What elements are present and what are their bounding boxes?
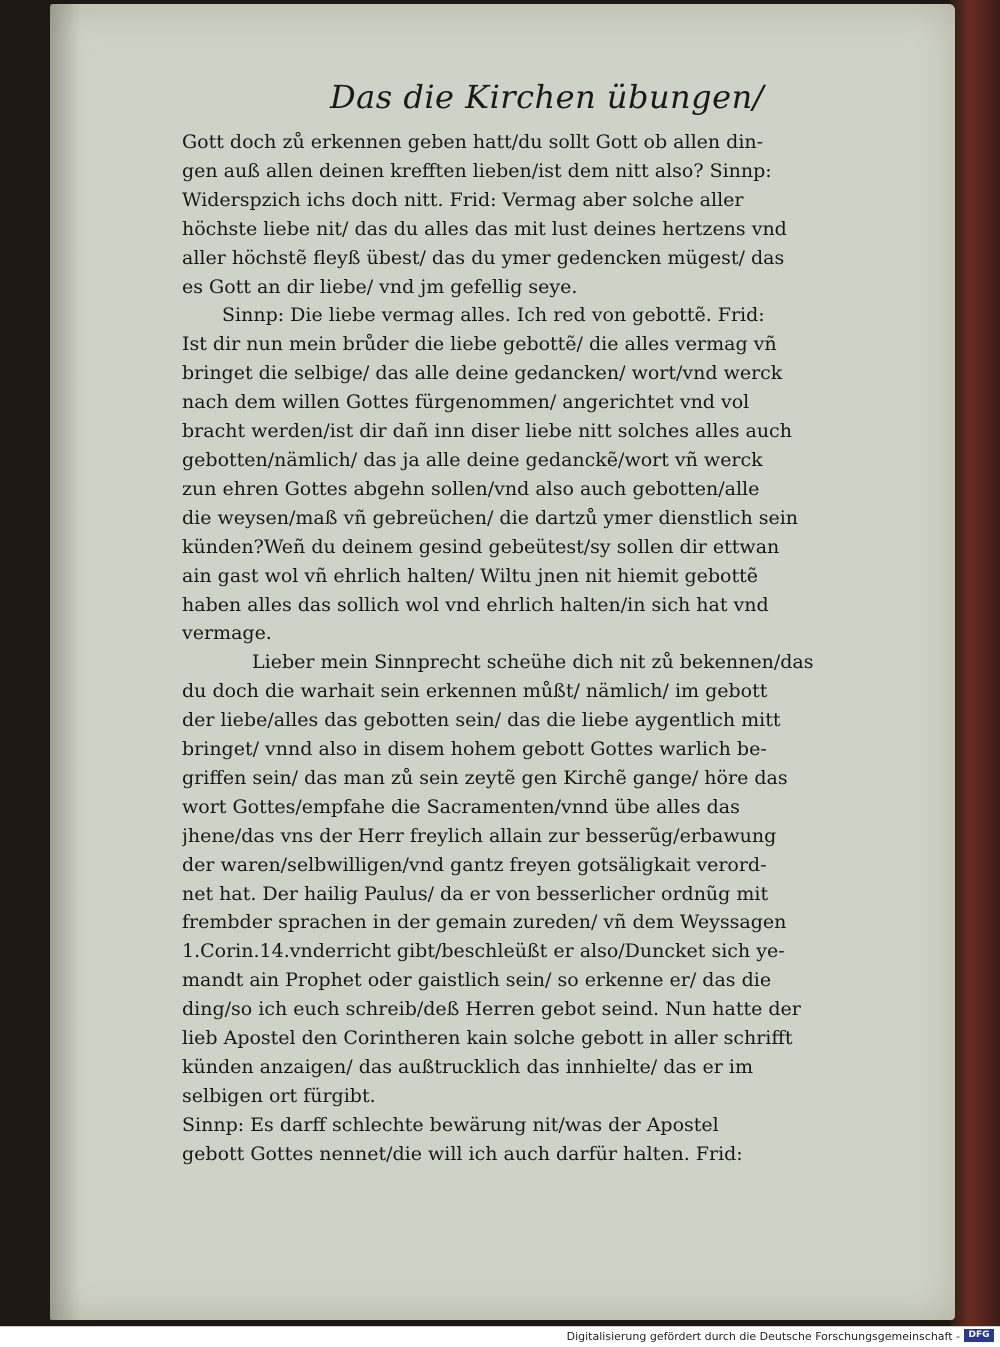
text-line: künden anzaigen/ das außtrucklich das innhielte/ das er im — [182, 1056, 753, 1078]
page-body-text — [182, 128, 922, 1169]
text-line: vermage. — [182, 622, 272, 645]
text-line: griffen sein/ das man zů sein zeytẽ gen Kirchẽ gange/ höre das — [182, 766, 788, 789]
text-line: nach dem willen Gottes fürgenommen/ angerichtet vnd vol — [182, 391, 750, 414]
text-line: jhene/das vns der Herr freylich allain zur besserũg/erbawung — [182, 824, 777, 847]
text-line: lieb Apostel den Corintheren kain solche gebott in aller schrifft — [182, 1027, 793, 1050]
text-line: bringet/ vnnd also in disem hohem gebott Gottes warlich be- — [182, 738, 767, 761]
text-line: frembder sprachen in der gemain zureden/ vñ dem Weyssagen — [182, 911, 787, 934]
text-line: höchste liebe nit/ das du alles das mit lust deines hertzens vnd — [182, 217, 787, 240]
text-line: bringet die selbige/ das alle deine gedancken/ wort/vnd werck — [182, 362, 783, 385]
text-line: ding/so ich euch schreib/deß Herren gebot seind. Nun hatte der — [182, 998, 801, 1021]
text-line: künden?Weñ du deinem gesind gebeütest/sy sollen dir ettwan — [182, 535, 780, 558]
text-line: Ist dir nun mein brůder die liebe gebottẽ/ die alles vermag vñ — [182, 333, 777, 356]
text-line: 1.Corin.14.vnderricht gibt/beschleüßt er also/Duncket sich ye- — [182, 940, 785, 963]
text-line: gebott Gottes nennet/die will ich auch darfür halten. Frid: — [182, 1142, 743, 1165]
text-line: bracht werden/ist dir dañ inn diser liebe nitt solches alles auch — [182, 420, 792, 443]
text-line: du doch die warhait sein erkennen můßt/ nämlich/ im gebott — [182, 680, 768, 703]
text-line: Widerspzich ichs doch nitt. Frid: Vermag aber solche aller — [182, 188, 744, 211]
text-line: haben alles das sollich wol vnd ehrlich halten/in sich hat vnd — [182, 593, 769, 616]
text-line: Sinnp: Es darff schlechte bewärung nit/was der Apostel — [182, 1113, 719, 1136]
text-line: Sinnp: Die liebe vermag alles. Ich red von gebottẽ. Frid: — [222, 304, 765, 327]
text-line: net hat. Der hailig Paulus/ da er von besserlicher ordnũg mit — [182, 882, 769, 905]
text-line: Lieber mein Sinnprecht scheühe dich nit zů bekennen/das — [252, 651, 814, 674]
text-line: aller höchstẽ fleyß übest/ das du ymer gedencken mügest/ das — [182, 246, 785, 269]
text-line: der liebe/alles das gebotten sein/ das die liebe aygentlich mitt — [182, 709, 781, 732]
book-edge — [950, 0, 1000, 1326]
text-line: es Gott an dir liebe/ vnd jm gefellig seye. — [182, 275, 578, 298]
text-line: der waren/selbwilligen/vnd gantz freyen gotsäligkait verord- — [182, 853, 767, 876]
gutter-shadow — [50, 4, 80, 1320]
footer-credit: Digitalisierung gefördert durch die Deutsche Forschungsgemeinschaft - — [566, 1330, 960, 1343]
text-line: zun ehren Gottes abgehn sollen/vnd also auch gebotten/alle — [182, 477, 760, 500]
text-line: mandt ain Prophet oder gaistlich sein/ so erkenne er/ das die — [182, 969, 772, 992]
text-line: gebotten/nämlich/ das ja alle deine gedanckẽ/wort vñ werck — [182, 448, 763, 471]
text-line: die weysen/maß vñ gebreüchen/ die dartzů ymer dienstlich sein — [182, 506, 799, 529]
text-line: selbigen ort fürgibt. — [182, 1084, 376, 1107]
text-line: wort Gottes/empfahe die Sacramenten/vnnd übe alles das — [182, 795, 740, 818]
running-head: Das die Kirchen übungen/ — [330, 78, 764, 116]
text-line: gen auß allen deinen krefften lieben/ist dem nitt also? Sinnp: — [182, 159, 772, 182]
text-line: ain gast wol vñ ehrlich halten/ Wiltu jnen nit hiemit gebottẽ — [182, 564, 759, 587]
dfg-logo-icon: DFG — [964, 1329, 994, 1342]
text-line: Gott doch zů erkennen geben hatt/du sollt Gott ob allen din- — [182, 131, 764, 153]
